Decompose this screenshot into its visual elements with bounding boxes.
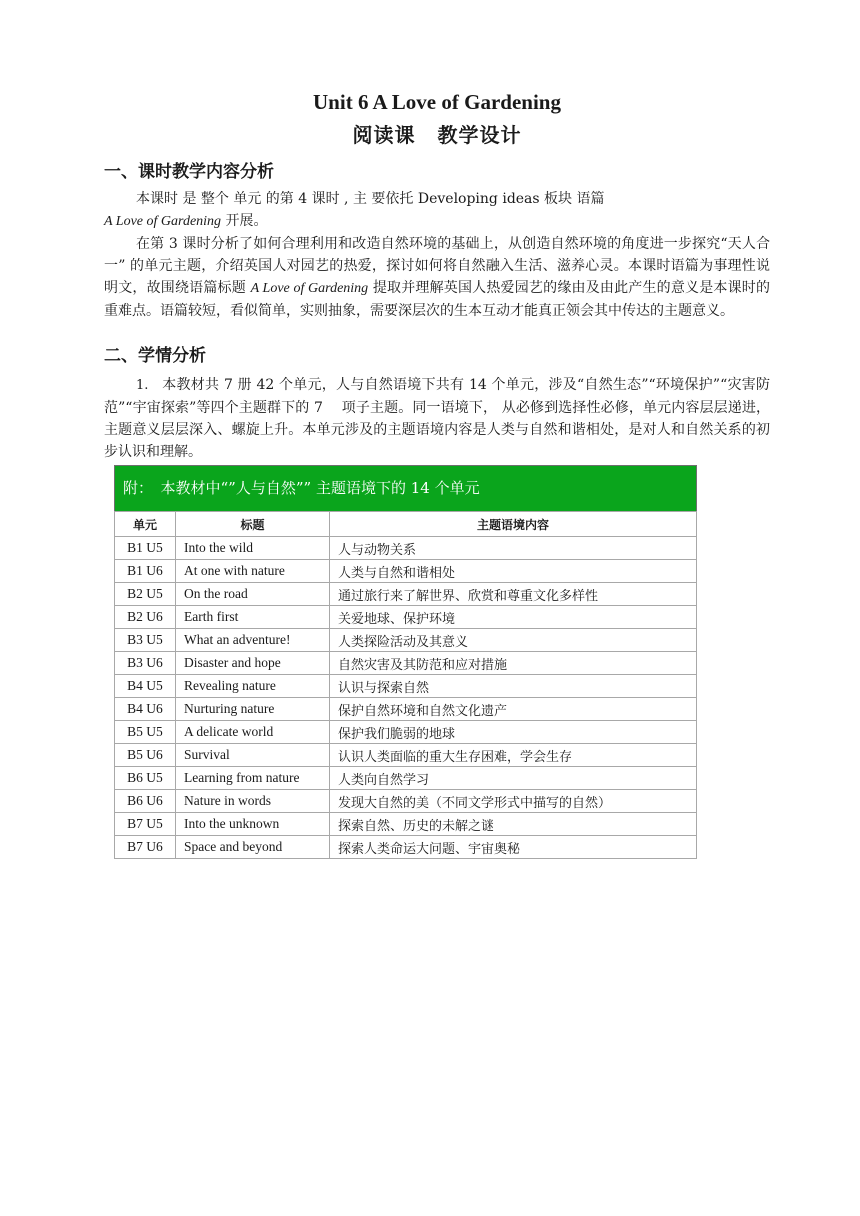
header-context: 主题语境内容 bbox=[330, 512, 697, 537]
cell-context: 人类向自然学习 bbox=[330, 767, 697, 790]
item-text: 本教材共 7 册 42 个单元，人与自然语境下共有 14 个单元，涉及“自然生态”“环境保护”“灾害防范”“宇宙探索”等四个主题群下的 7 项子主题。同一语境下， 从必修到选择性必修，单元内容层层递进，主题意义层层深入、螺旋上升。本单元涉及的主题语境内容是人类与自然和谐相处，是对人和自然关系的初步认识和理解。 bbox=[104, 377, 770, 460]
table-row bbox=[115, 813, 697, 836]
cell-context: 人类与自然和谐相处 bbox=[330, 560, 697, 583]
section-1-intro-cont bbox=[104, 210, 770, 233]
text-title-italic: A Love of Gardening bbox=[104, 214, 222, 229]
cell-unit: B1 U5 bbox=[115, 537, 176, 560]
item-number: 1. bbox=[136, 378, 149, 393]
table-row bbox=[115, 606, 697, 629]
cell-context: 发现大自然的美（不同文学形式中描写的自然） bbox=[330, 790, 697, 813]
cell-title: At one with nature bbox=[176, 560, 330, 583]
cell-title: Disaster and hope bbox=[176, 652, 330, 675]
table-header-row bbox=[115, 512, 697, 537]
table-row bbox=[115, 836, 697, 859]
cell-context: 探索人类命运大问题、宇宙奥秘 bbox=[330, 836, 697, 859]
cell-title: Learning from nature bbox=[176, 767, 330, 790]
table-row bbox=[115, 698, 697, 721]
cell-context: 通过旅行来了解世界、欣赏和尊重文化多样性 bbox=[330, 583, 697, 606]
subtitle-part-2: 教学设计 bbox=[437, 123, 522, 147]
table-row bbox=[115, 744, 697, 767]
table-row bbox=[115, 767, 697, 790]
para2-text-b: 提取并理解英国人热爱园艺的缘由及由此产生的意义是本课时的重难点。语篇较短，看似简单，实则抽象，需要深层次的生本互动才能真正领会其中传达的主题意义。 bbox=[104, 280, 771, 319]
cell-title: Earth first bbox=[176, 606, 330, 629]
section-1-heading: 一、课时教学内容分析 bbox=[104, 162, 274, 182]
cell-context: 探索自然、历史的未解之谜 bbox=[330, 813, 697, 836]
units-table bbox=[114, 511, 697, 859]
cell-context: 人类探险活动及其意义 bbox=[330, 629, 697, 652]
cell-title: Into the unknown bbox=[176, 813, 330, 836]
table-row bbox=[115, 652, 697, 675]
cell-unit: B3 U5 bbox=[115, 629, 176, 652]
cell-unit: B7 U6 bbox=[115, 836, 176, 859]
cell-unit: B5 U6 bbox=[115, 744, 176, 767]
cell-unit: B7 U5 bbox=[115, 813, 176, 836]
table-row bbox=[115, 675, 697, 698]
cell-unit: B2 U5 bbox=[115, 583, 176, 606]
cell-unit: B3 U6 bbox=[115, 652, 176, 675]
section-2-heading: 二、学情分析 bbox=[104, 346, 206, 366]
cell-title: Revealing nature bbox=[176, 675, 330, 698]
cell-unit: B4 U6 bbox=[115, 698, 176, 721]
section-1-paragraph bbox=[104, 233, 770, 322]
cell-unit: B6 U6 bbox=[115, 790, 176, 813]
cell-context: 认识与探索自然 bbox=[330, 675, 697, 698]
cell-title: What an adventure! bbox=[176, 629, 330, 652]
header-unit: 单元 bbox=[115, 512, 176, 537]
subtitle-part-1: 阅读课 bbox=[352, 123, 416, 147]
table-row bbox=[115, 629, 697, 652]
table-row bbox=[115, 537, 697, 560]
cell-context: 人与动物关系 bbox=[330, 537, 697, 560]
cell-unit: B4 U5 bbox=[115, 675, 176, 698]
cell-unit: B2 U6 bbox=[115, 606, 176, 629]
para2-italic-title: A Love of Gardening bbox=[250, 281, 369, 296]
cell-title: Space and beyond bbox=[176, 836, 330, 859]
para2-text-a: 在第 3 课时分析了如何合理利用和改造自然环境的基础上，从创造自然环境的角度进一步探究“天人合一” 的单元主题，介绍英国人对园艺的热爱，探讨如何将自然融入生活、滋养心灵。本课时语篇为事理性说明文，故围绕语篇标题 bbox=[104, 236, 770, 296]
cell-unit: B6 U5 bbox=[115, 767, 176, 790]
section-2-item bbox=[104, 374, 770, 463]
cell-unit: B1 U6 bbox=[115, 560, 176, 583]
cell-context: 保护自然环境和自然文化遗产 bbox=[330, 698, 697, 721]
cell-title: Into the wild bbox=[176, 537, 330, 560]
table-row bbox=[115, 721, 697, 744]
cell-context: 认识人类面临的重大生存困难，学会生存 bbox=[330, 744, 697, 767]
cell-title: A delicate world bbox=[176, 721, 330, 744]
cell-title: On the road bbox=[176, 583, 330, 606]
table-caption: 附： 本教材中“”人与自然”” 主题语境下的 14 个单元 bbox=[114, 465, 697, 511]
section-1-intro-line: 本课时 是 整个 单元 的第 4 课时 , 主 要依托 Developing ideas 板块 语篇 bbox=[136, 191, 605, 207]
document-subtitle bbox=[104, 120, 770, 150]
cell-title: Nature in words bbox=[176, 790, 330, 813]
table-row bbox=[115, 583, 697, 606]
document-title: Unit 6 A Love of Gardening bbox=[313, 90, 561, 114]
cell-context: 自然灾害及其防范和应对措施 bbox=[330, 652, 697, 675]
header-title: 标题 bbox=[176, 512, 330, 537]
intro-cont-text: 开展。 bbox=[221, 213, 268, 229]
cell-context: 保护我们脆弱的地球 bbox=[330, 721, 697, 744]
cell-context: 关爱地球、保护环境 bbox=[330, 606, 697, 629]
units-table-container bbox=[114, 465, 697, 859]
document-page bbox=[104, 88, 770, 859]
cell-title: Nurturing nature bbox=[176, 698, 330, 721]
cell-title: Survival bbox=[176, 744, 330, 767]
table-row bbox=[115, 790, 697, 813]
table-row bbox=[115, 560, 697, 583]
cell-unit: B5 U5 bbox=[115, 721, 176, 744]
